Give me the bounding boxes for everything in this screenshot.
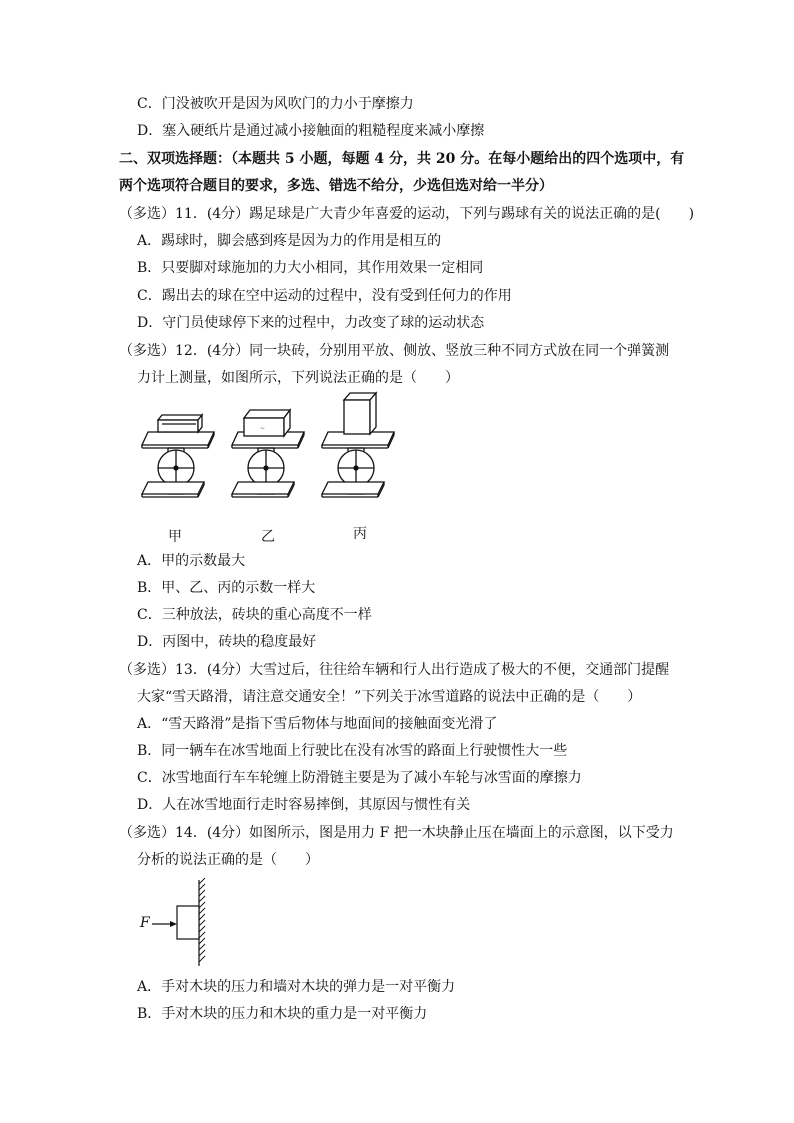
q13-stem-line2: 大家“雪天路滑，请注意交通安全！”下列关于冰雪道路的说法中正确的是（ ） (137, 689, 642, 705)
svg-text:~: ~ (260, 425, 266, 432)
prev-option-c: C．门没被吹开是因为风吹门的力小于摩擦力 (137, 96, 414, 112)
q12-option-d: D．丙图中，砖块的稳度最好 (137, 634, 317, 650)
label-yi: 乙 (261, 529, 275, 545)
prev-option-d: D．塞入硬纸片是通过减小接触面的粗糙程度来减小摩擦 (137, 123, 485, 139)
q13-option-c: C．冰雪地面行车车轮缠上防滑链主要是为了减小车轮与冰雪面的摩擦力 (137, 770, 582, 786)
q12-option-b: B．甲、乙、丙的示数一样大 (137, 580, 316, 596)
q14-stem-line1: （多选）14．(4分）如图所示，图是用力 F 把一木块静止压在墙面上的示意图，以下受力 (119, 825, 674, 841)
scale-bing (322, 393, 394, 497)
section-header-line1: 二、双项选择题：（本题共 5 小题，每题 4 分，共 20 分。在每小题给出的四个选项中，有 (119, 151, 685, 167)
q12-stem-line1: （多选）12．(4分）同一块砖，分别用平放、侧放、竖放三种不同方式放在同一个弹簧测 (119, 343, 670, 359)
q13-stem-line1: （多选）13．(4分）大雪过后，往往给车辆和行人出行造成了极大的不便，交通部门提醒 (119, 662, 670, 678)
spring-scale-figure (130, 390, 410, 520)
q12-option-c: C．三种放法，砖块的重心高度不一样 (137, 607, 372, 623)
brick-flat (158, 415, 202, 420)
scale-jia (142, 415, 214, 497)
q11-option-c: C．踢出去的球在空中运动的过程中，没有受到任何力的作用 (137, 288, 512, 304)
q12-stem-line2: 力计上测量，如图所示，下列说法正确的是（ ） (137, 370, 459, 386)
brick-side (244, 410, 290, 418)
label-bing: 丙 (353, 526, 367, 542)
q13-option-a: A．“雪天路滑”是指下雪后物体与地面间的接触面变光滑了 (137, 716, 498, 732)
label-jia: 甲 (168, 529, 182, 545)
q11-option-d: D．守门员使球停下来的过程中，力改变了球的运动状态 (137, 315, 485, 331)
q12-option-a: A．甲的示数最大 (137, 553, 246, 569)
force-label: F (140, 915, 150, 931)
q14-option-a: A．手对木块的压力和墙对木块的弹力是一对平衡力 (137, 979, 456, 995)
q14-stem-line2: 分析的说法正确的是（ ） (137, 852, 319, 868)
section-header-line2: 两个选项符合题目的要求，多选、错选不给分，少选但选对给一半分） (119, 178, 553, 194)
wall-hatching (199, 878, 205, 962)
q14-option-b: B．手对木块的压力和木块的重力是一对平衡力 (137, 1006, 428, 1022)
q11-stem: （多选）11．(4分）踢足球是广大青少年喜爱的运动，下列与踢球有关的说法正确的是( ) (119, 206, 695, 222)
wood-block (177, 906, 199, 939)
scale-yi (232, 410, 304, 497)
q11-option-a: A．踢球时，脚会感到疼是因为力的作用是相互的 (137, 233, 442, 249)
q13-option-d: D．人在冰雪地面行走时容易摔倒，其原因与惯性有关 (137, 797, 471, 813)
q11-option-b: B．只要脚对球施加的力大小相同，其作用效果一定相同 (137, 260, 484, 276)
q13-option-b: B．同一辆车在冰雪地面上行驶比在没有冰雪的路面上行驶惯性大一些 (137, 743, 568, 759)
